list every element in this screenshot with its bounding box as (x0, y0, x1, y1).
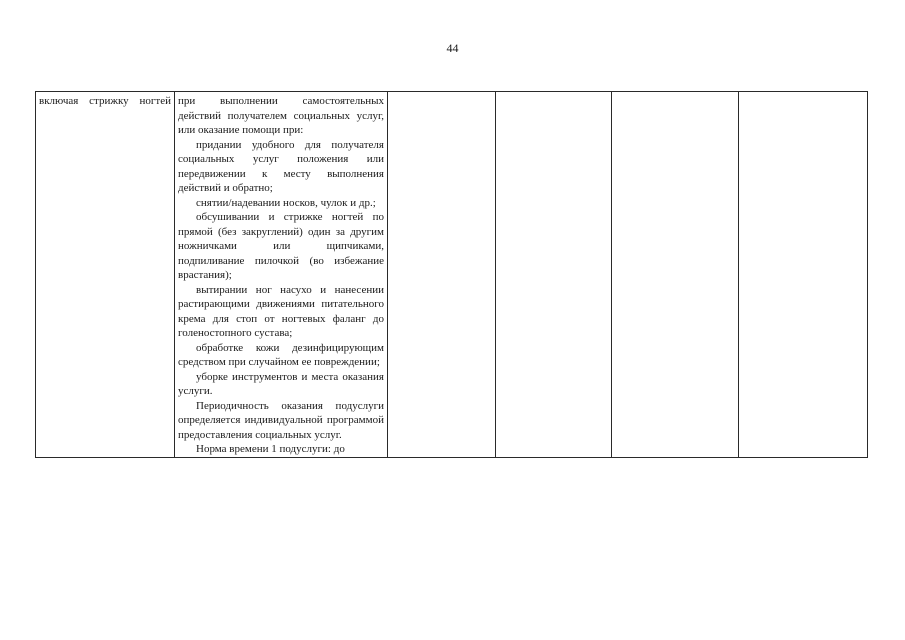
description-paragraph: обработке кожи дезинфицирующим средством при случайном ее повреждении; (178, 341, 384, 368)
description-paragraph: придании удобного для получателя социальных услуг положения или передвижении к месту выполнения действий и обратно; (178, 138, 384, 194)
service-description-cell (175, 92, 388, 458)
empty-cell (496, 92, 612, 458)
page-number: 44 (446, 41, 459, 55)
description-paragraph: вытирании ног насухо и нанесении растирающими движениями питательного крема для стоп от ногтевых фаланг до голеностопного сустава; (178, 283, 384, 339)
service-name-cell (36, 92, 175, 458)
description-paragraph: при выполнении самостоятельных действий получателем социальных услуг, или оказание помощи при: (178, 95, 384, 136)
description-paragraph: Норма времени 1 подуслуги: до (196, 443, 345, 455)
service-name-text: включая стрижку ногтей (39, 95, 171, 107)
table-row (36, 92, 868, 458)
services-table (35, 91, 868, 458)
empty-cell (388, 92, 496, 458)
description-paragraph: Периодичность оказания подуслуги определяется индивидуальной программой предоставления социальных услуг. (178, 399, 384, 441)
description-paragraph: обсушивании и стрижке ногтей по прямой (без закруглений) один за другим ножничками или щипчиками, подпиливание пилочкой (во избежание врастания); (178, 211, 384, 281)
description-paragraph: уборке инструментов и места оказания услуги. (178, 370, 384, 397)
empty-cell (612, 92, 739, 458)
empty-cell (739, 92, 868, 458)
description-paragraph: снятии/надевании носков, чулок и др.; (196, 196, 376, 209)
